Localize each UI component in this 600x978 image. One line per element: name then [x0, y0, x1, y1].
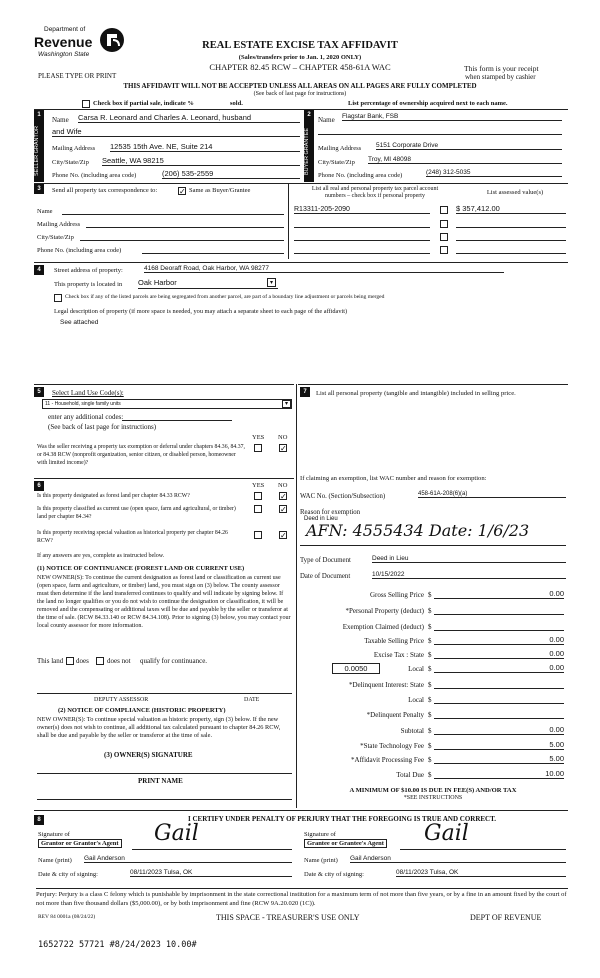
buyer-side-label: BUYER GRANTEE: [304, 127, 310, 175]
wac-field[interactable]: 458-61A-208(6)(a): [418, 491, 566, 498]
grantee-sig-label-1: Signature of: [304, 831, 336, 838]
grantor-date-label: Date & city of signing:: [38, 871, 98, 878]
notice-compliance-body: NEW OWNER(S): To continue special valuation as historic property, sign (3) below. If the new owner(s) does not wish to continue, all additional tax calculated pursuant to chapter 84.26 RCW, shall be due and payable by the seller or transferor at the time of sale.: [37, 716, 281, 739]
section-badge: 8: [34, 815, 44, 825]
seller-name-field[interactable]: Carsa R. Leonard and Charles A. Leonard, husband: [78, 113, 300, 123]
section-badge: 5: [34, 387, 44, 397]
gross-price-field[interactable]: 0.00: [434, 589, 564, 599]
personal-deduct-label: *Personal Property (deduct): [345, 607, 424, 615]
delinquent-state-label: *Delinquent Interest: State: [348, 681, 424, 689]
taxable-price-field[interactable]: 0.00: [434, 635, 564, 645]
affidavit-fee-label: *Affidavit Processing Fee: [351, 756, 424, 764]
reason-label: Reason for exemption: [300, 509, 361, 516]
personal-property-label: List all personal property (tangible and intangible) included in selling price.: [316, 390, 516, 397]
section-badge: 1: [34, 110, 44, 120]
corr-phone-field[interactable]: [142, 253, 284, 254]
assessed-value-field-3[interactable]: [456, 240, 566, 241]
excise-state-label: Excise Tax : State: [373, 651, 424, 659]
dollar-sign: $: [428, 665, 432, 673]
parcel-personal-checkbox-1[interactable]: [440, 206, 448, 214]
grantee-date-field[interactable]: 08/11/2023 Tulsa, OK: [396, 869, 566, 877]
notice-continuance-title: (1) NOTICE OF CONTINUANCE (FOREST LAND OR CURRENT USE): [37, 565, 245, 572]
section-2-buyer: [304, 109, 568, 181]
parcel-header-1: List all real and personal property tax parcel account: [311, 186, 439, 192]
print-name-label: PRINT NAME: [138, 777, 183, 785]
corr-city-label: City/State/Zip: [37, 234, 74, 241]
deputy-signature-line[interactable]: [37, 693, 292, 694]
logo-emblem-icon: [98, 26, 126, 54]
seller-city-field[interactable]: Seattle, WA 98215: [102, 156, 300, 166]
local-tax-field[interactable]: 0.00: [434, 663, 564, 673]
subtotal-field[interactable]: 0.00: [434, 725, 564, 735]
no-header: NO: [278, 434, 288, 441]
seller-phone-field[interactable]: (206) 535-2559: [162, 169, 300, 179]
buyer-city-label: City/State/Zip: [318, 159, 355, 166]
dollar-sign: $: [428, 651, 432, 659]
located-in-select[interactable]: [138, 278, 278, 289]
buyer-phone-field[interactable]: (248) 312-5035: [426, 169, 562, 177]
total-due-label: Total Due: [396, 771, 424, 779]
seller-side-label: SELLER GRANTOR: [34, 125, 40, 177]
notice-compliance-title: (2) NOTICE OF COMPLIANCE (HISTORIC PROPERTY): [58, 707, 226, 714]
delinquent-local-field[interactable]: [434, 694, 564, 704]
date-label: DATE: [244, 697, 260, 703]
dollar-sign: $: [428, 727, 432, 735]
seller-city-label: City/State/Zip: [52, 159, 89, 166]
yes-header: YES: [252, 434, 265, 441]
notice-continuance-body: NEW OWNER(S): To continue the current designation as forest land or classification as current use (open space, farm and agriculture, or timber) land, you must sign on (3) below. The county assessor must then determine if the land transferred continues to qualify and will indicate by signing below. If the land no longer qualifies or you do not wish to continue the designation or classification, it will be removed and the compensating or additional taxes will be due and payable by the seller or transferor at the time of sale. (RCW 84.33.140 or RCW 84.34.108). Prior to signing (3) below, you may contact your local county assessor for more information.: [37, 575, 291, 629]
forest-question: Is this property designated as forest land per chapter 84.33 RCW?: [37, 493, 190, 499]
excise-state-field[interactable]: 0.00: [434, 649, 564, 659]
historic-question: Is this property receiving special valuation as historical property per chapter 84.26 RCW?: [37, 530, 228, 544]
grantee-sig-label-2: Grantee or Grantee's Agent: [304, 839, 387, 848]
additional-codes-label: enter any additional codes:: [48, 413, 124, 421]
assessed-header: List assessed value(s): [486, 189, 544, 196]
grantor-name-label: Name (print): [38, 857, 72, 864]
owner-signature-line[interactable]: [37, 773, 292, 774]
section-1-seller: [34, 109, 304, 181]
section-badge: 3: [34, 184, 44, 194]
seller-name-field-2[interactable]: and Wife: [52, 127, 300, 137]
tech-fee-label: *State Technology Fee: [360, 742, 424, 750]
buyer-phone-label: Phone No. (including area code): [318, 172, 403, 179]
wac-label: WAC No. (Section/Subsection): [300, 493, 386, 500]
dollar-sign: $: [428, 696, 432, 704]
section-7-tax: [298, 384, 568, 804]
grantor-name-field[interactable]: Gail Anderson: [84, 855, 292, 863]
seller-side-bar: [34, 120, 44, 182]
delinquent-penalty-label: *Delinquent Penalty: [366, 711, 424, 719]
buyer-address-field[interactable]: 5151 Corporate Drive: [376, 142, 562, 150]
exemption-yes-checkbox[interactable]: [254, 444, 262, 452]
located-in-label: This property is located in: [54, 281, 123, 288]
current-use-yes-checkbox[interactable]: [254, 505, 262, 513]
section-3-correspondence: [34, 183, 568, 258]
parcel-personal-checkbox-4[interactable]: [440, 246, 448, 254]
dollar-sign: $: [428, 607, 432, 615]
parcel-personal-checkbox-3[interactable]: [440, 233, 448, 241]
section-badge: 2: [304, 110, 314, 120]
logo-state-text: Washington State: [38, 51, 90, 58]
warning-text: THIS AFFIDAVIT WILL NOT BE ACCEPTED UNLESS ALL AREAS ON ALL PAGES ARE FULLY COMPLETED: [123, 82, 477, 90]
dept-revenue-label: DEPT OF REVENUE: [470, 913, 542, 922]
corr-name-label: Name: [37, 208, 53, 215]
grantee-signature-line: [400, 849, 566, 850]
reason-line: [300, 545, 566, 546]
column-divider: [296, 384, 297, 808]
no-header: NO: [278, 482, 288, 489]
dollar-sign: $: [428, 591, 432, 599]
doc-date-field[interactable]: 10/15/2022: [372, 571, 566, 579]
section-badge: 6: [34, 481, 44, 491]
see-back-text: (See back of last page for instructions): [48, 423, 157, 431]
same-as-buyer-label: Same as Buyer/Grantee: [189, 187, 251, 194]
dollar-sign: $: [428, 623, 432, 631]
deputy-assessor-label: DEPUTY ASSESSOR: [94, 697, 149, 703]
corr-phone-label: Phone No. (including area code): [37, 247, 122, 254]
section-3-divider: [288, 184, 289, 259]
form-subtitle-2: CHAPTER 82.45 RCW – CHAPTER 458-61A WAC: [209, 62, 391, 72]
buyer-address-label: Mailing Address: [318, 145, 362, 152]
grantor-sig-label-2: Grantor or Grantor's Agent: [38, 839, 122, 848]
assessed-value-field-4[interactable]: [456, 253, 566, 254]
total-due-field[interactable]: 10.00: [434, 769, 564, 779]
corr-address-field[interactable]: [86, 227, 284, 228]
assessed-value-field-2[interactable]: [456, 227, 566, 228]
grantor-signature-line: [132, 849, 292, 850]
grantor-signature[interactable]: Gail: [154, 821, 199, 846]
logo-revenue-text: Revenue: [34, 34, 93, 50]
form-title: REAL ESTATE EXCISE TAX AFFIDAVIT: [202, 40, 398, 51]
assessed-value-field[interactable]: $ 357,412.00: [456, 204, 566, 214]
sold-label: sold.: [230, 100, 243, 107]
yes-header: YES: [252, 482, 265, 489]
dollar-sign: $: [428, 711, 432, 719]
delinquent-local-label: Local: [408, 696, 424, 704]
form-subtitle-1: (Sales/transfers prior to Jan. 1, 2020 ONLY): [238, 54, 362, 61]
gross-price-label: Gross Selling Price: [369, 591, 424, 599]
corr-name-field[interactable]: [62, 214, 284, 215]
see-back-text: (See back of last page for instructions): [253, 91, 347, 97]
buyer-name-field-2[interactable]: [318, 134, 562, 135]
section-5-land-use: [34, 384, 294, 476]
grantor-date-field[interactable]: 08/11/2023 Tulsa, OK: [130, 869, 292, 877]
form-number: REV 84 0001a (08/24/22): [38, 914, 96, 920]
segregated-label: Check box if any of the listed parcels are being segregated from another parcel, are part of a boundary line adjustment or parcels being merged: [65, 294, 385, 300]
logo-dept-text: Department of: [44, 26, 86, 33]
ownership-note: List percentage of ownership acquired next to each name.: [348, 100, 508, 107]
dollar-sign: $: [428, 742, 432, 750]
cashier-stamp: 1652722 57721 #8/24/2023 10.00#: [38, 940, 197, 950]
doc-type-field[interactable]: Deed in Lieu: [372, 555, 566, 563]
dollar-sign: $: [428, 637, 432, 645]
grantor-sig-label-1: Signature of: [38, 831, 70, 838]
does-checkbox[interactable]: [66, 657, 74, 665]
tech-fee-field[interactable]: 5.00: [434, 740, 564, 750]
doc-type-label: Type of Document: [300, 557, 351, 564]
see-instructions-note: *SEE INSTRUCTIONS: [403, 795, 463, 801]
current-use-question: Is this property classified as current use (open space, farm and agricultural, or timber) land per chapter 84.34?: [37, 506, 236, 520]
located-in-value: Oak Harbor: [138, 278, 177, 287]
section-badge: 7: [300, 387, 310, 397]
grantee-name-field[interactable]: Gail Anderson: [350, 855, 566, 863]
exemption-claimed-field[interactable]: [434, 621, 564, 631]
section-6-designation: [34, 478, 294, 808]
chevron-down-icon: ▾: [267, 278, 276, 287]
owner-signature-label: (3) OWNER(S) SIGNATURE: [104, 751, 193, 759]
delinquent-state-field[interactable]: [434, 679, 564, 689]
street-address-field[interactable]: 4168 Deoraff Road, Oak Harbor, WA 98277: [144, 265, 504, 273]
parcel-number-field-4[interactable]: [294, 253, 430, 254]
buyer-name-label: Name: [318, 116, 335, 124]
seller-phone-label: Phone No. (including area code): [52, 172, 137, 179]
grantee-date-label: Date & city of signing:: [304, 871, 364, 878]
legal-description-field[interactable]: See attached: [60, 319, 99, 326]
local-label: Local: [408, 665, 424, 673]
parcel-header-2: numbers – check box if personal property: [325, 193, 425, 199]
parcel-number-field[interactable]: R13311-205-2090: [294, 206, 430, 214]
chevron-down-icon: ▾: [282, 400, 291, 408]
seller-address-label: Mailing Address: [52, 145, 96, 152]
additional-codes-field[interactable]: [122, 420, 232, 421]
subtotal-label: Subtotal: [400, 727, 424, 735]
partial-sale-checkbox[interactable]: [82, 100, 90, 108]
this-land-label: This land: [37, 657, 64, 665]
section-4-property: [34, 262, 568, 382]
does-not-checkbox[interactable]: [96, 657, 104, 665]
does-not-label: does not: [107, 657, 131, 665]
grantee-signature[interactable]: Gail: [424, 821, 469, 846]
receipt-note-2: when stamped by cashier: [465, 73, 536, 81]
historic-no-checkbox[interactable]: [279, 531, 287, 539]
please-type-label: PLEASE TYPE OR PRINT: [38, 72, 117, 80]
reason-field[interactable]: Deed in Lieu: [304, 516, 338, 522]
segregated-checkbox[interactable]: [54, 294, 62, 302]
minimum-due-note: A MINIMUM OF $10.00 IS DUE IN FEE(S) AND/OR TAX: [349, 787, 517, 794]
land-use-value: 11 - Household, single family units: [45, 401, 121, 407]
delinquent-penalty-field[interactable]: [434, 709, 564, 719]
handwritten-afn-note: AFN: 4555434 Date: 1/6/23: [306, 521, 530, 540]
taxable-price-label: Taxable Selling Price: [364, 637, 424, 645]
section-badge: 4: [34, 265, 44, 275]
same-as-buyer-checkbox[interactable]: [178, 187, 186, 195]
exemption-no-checkbox[interactable]: [279, 444, 287, 452]
does-label: does: [76, 657, 89, 665]
perjury-notice: Perjury: Perjury is a class C felony which is punishable by imprisonment in the state correctional institution for a maximum term of not more than five years, or by a fine in an amount fixed by the court of not more than five thousand dollars ($5,000.00), or by both imprisonment and fine (RCW 9A.20.020 (1C)).: [36, 888, 568, 908]
exemption-question: Was the seller receiving a property tax exemption or deferral under chapters 84.36, 84.37, or 84.38 RCW (nonprofit organization, senior citizen, or disabled person, homeowner with limited income)?: [37, 444, 245, 466]
dor-logo: [34, 26, 134, 66]
doc-date-label: Date of Document: [300, 573, 351, 580]
section-8-signatures: [34, 810, 568, 886]
seller-name-label: Name: [52, 116, 69, 124]
land-use-label: Select Land Use Code(s):: [52, 389, 124, 397]
legal-description-label: Legal description of property (if more space is needed, you may attach a separate sheet to each page of the affidavit): [54, 308, 348, 315]
send-correspondence-label: Send all property tax correspondence to:: [52, 187, 158, 194]
historic-yes-checkbox[interactable]: [254, 531, 262, 539]
exemption-claimed-label: Exemption Claimed (deduct): [342, 623, 424, 631]
corr-address-label: Mailing Address: [37, 221, 81, 228]
grantee-name-label: Name (print): [304, 857, 338, 864]
dollar-sign: $: [428, 771, 432, 779]
land-use-select[interactable]: [42, 399, 292, 409]
street-address-label: Street address of property:: [54, 267, 123, 274]
buyer-side-bar: [304, 120, 314, 182]
parcel-number-field-3[interactable]: [294, 240, 430, 241]
print-name-line[interactable]: [37, 799, 292, 800]
receipt-note-1: This form is your receipt: [464, 64, 539, 73]
dollar-sign: $: [428, 681, 432, 689]
treasurer-use-label: THIS SPACE - TREASURER'S USE ONLY: [216, 913, 360, 922]
buyer-city-field[interactable]: Troy, MI 48098: [368, 156, 562, 164]
forest-yes-checkbox[interactable]: [254, 492, 262, 500]
dollar-sign: $: [428, 756, 432, 764]
buyer-name-field[interactable]: Flagstar Bank, FSB: [342, 113, 562, 121]
forest-no-checkbox[interactable]: [279, 492, 287, 500]
corr-city-field[interactable]: [80, 240, 284, 241]
local-rate-field[interactable]: 0.0050: [332, 663, 380, 674]
personal-deduct-field[interactable]: [434, 605, 564, 615]
qualify-label: qualify for continuance.: [140, 657, 208, 665]
current-use-no-checkbox[interactable]: [279, 505, 287, 513]
seller-address-field[interactable]: 12535 15th Ave. NE, Suite 214: [110, 142, 300, 152]
parcel-number-field-2[interactable]: [294, 227, 430, 228]
affidavit-fee-field[interactable]: 5.00: [434, 754, 564, 764]
if-yes-note: If any answers are yes, complete as instructed below.: [37, 553, 165, 559]
certify-statement: I CERTIFY UNDER PENALTY OF PERJURY THAT THE FOREGOING IS TRUE AND CORRECT.: [188, 815, 497, 823]
parcel-personal-checkbox-2[interactable]: [440, 220, 448, 228]
exemption-claim-label: If claiming an exemption, list WAC number and reason for exemption:: [300, 475, 487, 482]
partial-sale-label: Check box if partial sale, indicate %: [93, 100, 194, 107]
